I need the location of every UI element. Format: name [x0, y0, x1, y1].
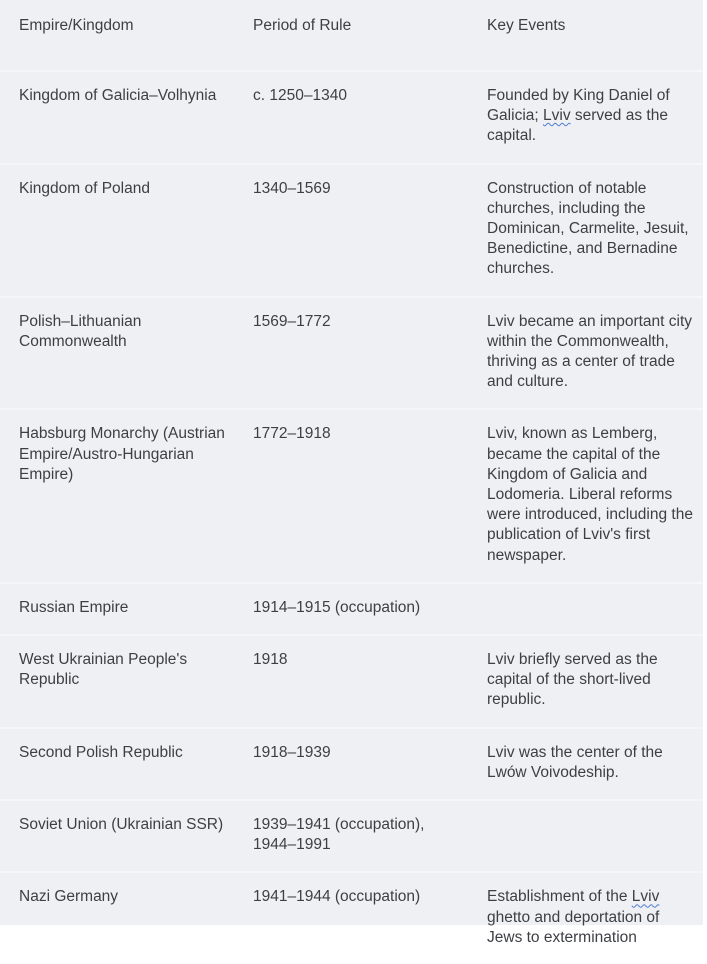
cell-period: c. 1250–1340 — [234, 72, 468, 165]
cell-events — [468, 801, 703, 873]
cell-empire: Kingdom of Galicia–Volhynia — [0, 72, 234, 165]
cell-period: 1941–1944 (occupation) — [253, 888, 421, 906]
header-period: Period of Rule — [234, 0, 468, 72]
table-row — [0, 584, 703, 636]
cell-empire: Polish–Lithuanian Commonwealth — [0, 298, 234, 411]
table-row — [0, 165, 703, 298]
cell-empire: Second Polish Republic — [0, 729, 234, 801]
cell-events: Lviv briefly served as the capital of the short-lived republic. — [468, 636, 703, 729]
cell-empire: Nazi Germany — [19, 888, 119, 906]
table-row — [0, 298, 703, 411]
cell-period: 1340–1569 — [234, 165, 468, 298]
cell-empire: Russian Empire — [0, 584, 234, 636]
cell-period: 1939–1941 (occupation), 1944–1991 — [234, 801, 468, 873]
cell-period: 1918 — [234, 636, 468, 729]
header-events: Key Events — [468, 0, 703, 72]
cell-events — [468, 873, 703, 964]
cell-empire: West Ukrainian People's Republic — [0, 636, 234, 729]
cell-events — [468, 584, 703, 636]
events-text: served as the capital. — [487, 107, 668, 145]
cell-events: Lviv, known as Lemberg, became the capital of the Kingdom of Galicia and Lodomeria. Liberal reforms were introduced, including the publication of Lviv's first newspaper. — [468, 410, 703, 583]
cell-empire: Soviet Union (Ukrainian SSR) — [0, 801, 234, 873]
cell-period: 1918–1939 — [234, 729, 468, 801]
events-text: ghetto and deportation of Jews to extermination — [487, 908, 660, 946]
cell-events: Lviv was the center of the Lwów Voivodeship. — [468, 729, 703, 801]
events-text: Establishment of the — [487, 888, 632, 906]
table-row — [0, 410, 703, 583]
cell-events — [468, 72, 703, 165]
cell-events: Construction of notable churches, including the Dominican, Carmelite, Jesuit, Benedictine, and Bernadine churches. — [468, 165, 703, 298]
cell-period: 1569–1772 — [234, 298, 468, 411]
table-row — [0, 72, 703, 165]
spellcheck-word: Lviv — [543, 107, 571, 125]
events-text: Founded by King Daniel of Galicia; — [487, 87, 670, 125]
table-row — [0, 801, 703, 873]
cell-events: Lviv became an important city within the Commonwealth, thriving as a center of trade and culture. — [468, 298, 703, 411]
table-header-row — [0, 0, 703, 72]
cell-empire: Habsburg Monarchy (Austrian Empire/Austro-Hungarian Empire) — [0, 410, 234, 583]
table-row — [0, 873, 703, 964]
table-row — [0, 636, 703, 729]
table-row — [0, 729, 703, 801]
cell-empire: Kingdom of Poland — [0, 165, 234, 298]
cell-period: 1772–1918 — [234, 410, 468, 583]
cell-period: 1914–1915 (occupation) — [234, 584, 468, 636]
spellcheck-word: Lviv — [631, 888, 660, 906]
header-empire: Empire/Kingdom — [0, 0, 234, 72]
